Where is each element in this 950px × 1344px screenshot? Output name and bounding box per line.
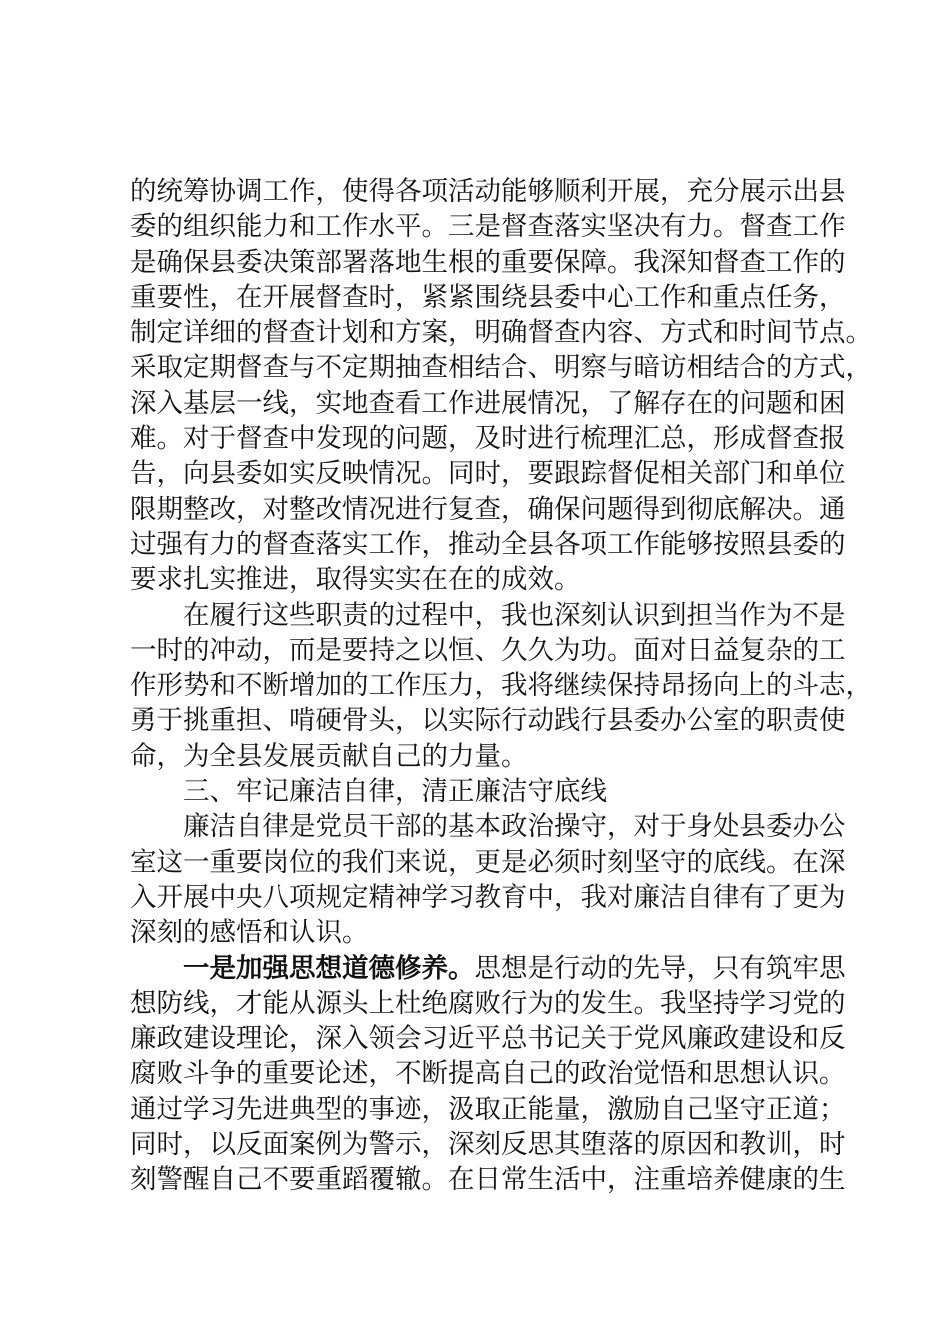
paragraph-4 [130,951,846,1198]
text-line: 入开展中央八项规定精神学习教育中，我对廉洁自律有了更为 [130,881,846,913]
text-line: 的统筹协调工作，使得各项活动能够顺利开展，充分展示出县 [130,176,846,207]
bold-lead-text: 一是加强思想道德修养。 [183,952,475,984]
text-line: 腐败斗争的重要论述，不断提高自己的政治觉悟和思想认识。 [130,1058,846,1090]
text-line: 是确保县委决策部署落地生根的重要保障。我深知督查工作的 [130,246,846,278]
text-line: 通过学习先进典型的事迹，汲取正能量，激励自己坚守正道； [130,1093,846,1125]
text-line: 要求扎实推进，取得实实在在的成效。 [130,564,581,596]
paragraph-2 [130,598,872,774]
document-body [130,174,872,1198]
text-line: 想防线，才能从源头上杜绝腐败行为的发生。我坚持学习党的 [130,987,846,1019]
paragraph-1 [130,174,872,598]
text-line: 深入基层一线，实地查看工作进展情况，了解存在的问题和困 [130,387,846,419]
text-line: 难。对于督查中发现的问题，及时进行梳理汇总，形成督查报 [130,423,846,455]
text-line: 廉洁自律是党员干部的基本政治操守，对于身处县委办公 [183,811,846,843]
section-heading: 三、牢记廉洁自律，清正廉洁守底线 [183,776,607,808]
paragraph-3 [130,809,846,950]
text-line: 室这一重要岗位的我们来说，更是必须时刻坚守的底线。在深 [130,846,846,878]
text-line: 廉政建设理论，深入领会习近平总书记关于党风廉政建设和反 [130,1023,846,1055]
text-line-rest: 思想是行动的先导，只有筑牢思 [474,952,846,984]
text-line: 同时，以反面案例为警示，深刻反思其堕落的原因和教训，时 [130,1129,846,1161]
text-line: 制定详细的督查计划和方案，明确督查内容、方式和时间节点。 [130,317,872,349]
text-line: 作形势和不断增加的工作压力，我将继续保持昂扬向上的斗志， [130,670,872,702]
text-line: 采取定期督查与不定期抽查相结合、明察与暗访相结合的方式， [130,352,872,384]
text-line: 刻警醒自己不要重蹈覆辙。在日常生活中，注重培养健康的生 [130,1164,846,1196]
text-line: 勇于挑重担、啃硬骨头，以实际行动践行县委办公室的职责使 [130,705,846,737]
text-line: 深刻的感悟和认识。 [130,917,369,949]
text-line [130,951,846,986]
text-line: 在履行这些职责的过程中，我也深刻认识到担当作为不是 [183,599,846,631]
text-line: 命，为全县发展贡献自己的力量。 [130,740,528,772]
text-line: 过强有力的督查落实工作，推动全县各项工作能够按照县委的 [130,528,846,560]
text-line: 告，向县委如实反映情况。同时，要跟踪督促相关部门和单位 [130,458,846,490]
text-line: 委的组织能力和工作水平。三是督查落实坚决有力。督查工作 [130,211,846,243]
text-line: 重要性，在开展督查时，紧紧围绕县委中心工作和重点任务， [130,281,846,313]
text-line: 一时的冲动，而是要持之以恒、久久为功。面对日益复杂的工 [130,634,846,666]
text-line: 限期整改，对整改情况进行复查，确保问题得到彻底解决。通 [130,493,846,525]
